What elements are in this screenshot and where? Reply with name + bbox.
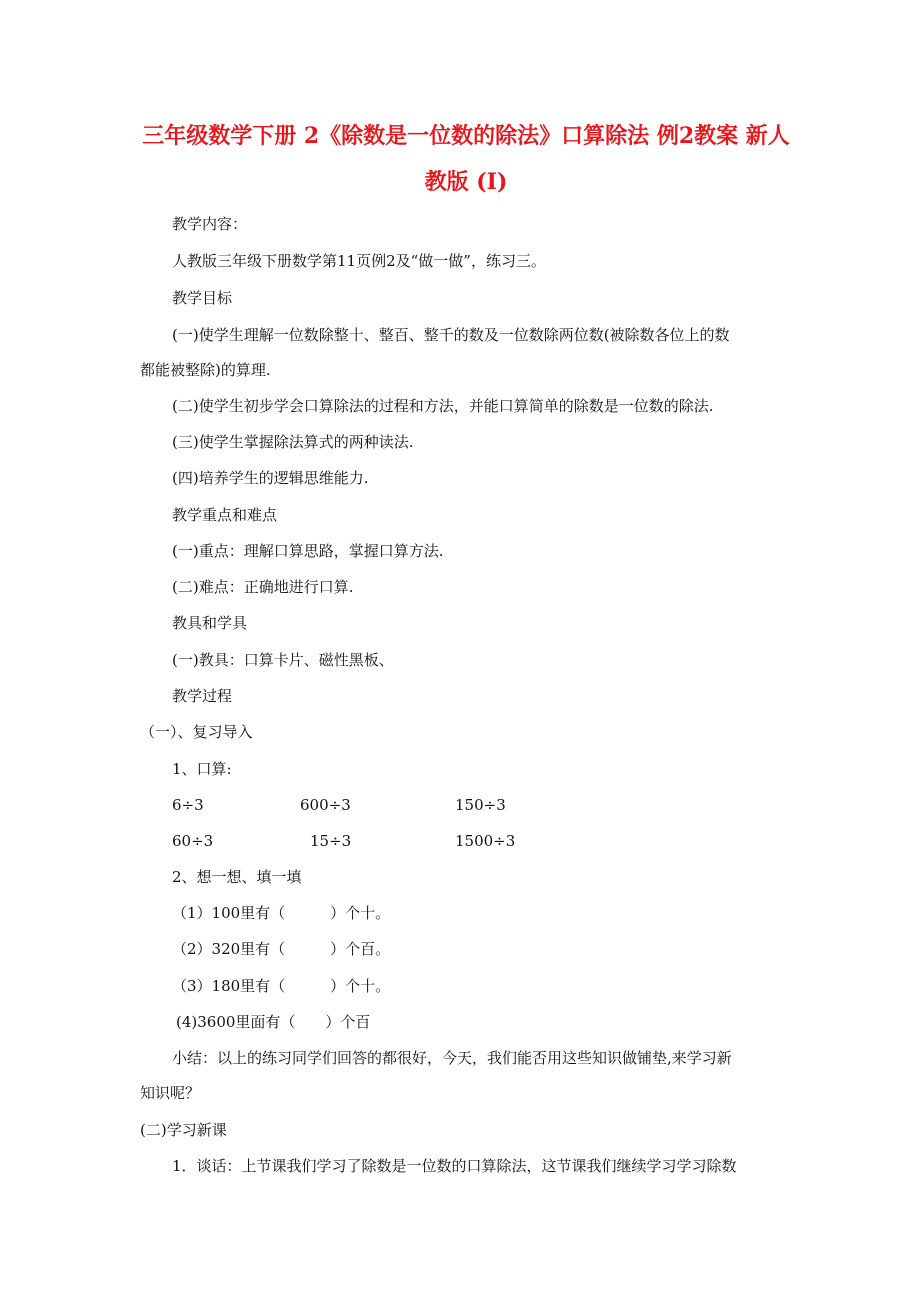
oral-heading: 1、口算: bbox=[172, 760, 232, 778]
new-lesson-item-1: 1．谈话：上节课我们学习了除数是一位数的口算除法，这节课我们继续学习学习除数 bbox=[172, 1157, 737, 1175]
content-text: 人教版三年级下册数学第11页例2及“做一做”，练习三。 bbox=[172, 252, 546, 270]
tools-item-1: (一)教具：口算卡片、磁性黑板、 bbox=[172, 651, 394, 669]
oral-item: 150÷3 bbox=[455, 796, 506, 814]
oral-item: 15÷3 bbox=[310, 832, 352, 850]
key-heading: 教学重点和难点 bbox=[172, 506, 278, 524]
goal-3: (三)使学生掌握除法算式的两种读法. bbox=[172, 433, 414, 451]
oral-item: 60÷3 bbox=[172, 832, 214, 850]
title-line-2: 教版 (I) bbox=[424, 169, 508, 195]
goal-1-line-2: 都能被整除)的算理. bbox=[140, 361, 271, 379]
goal-1-line-1: (一)使学生理解一位数除整十、整百、整千的数及一位数除两位数(被除数各位上的数 bbox=[172, 326, 730, 344]
fill-item-3: （3）180里有（ ）个十。 bbox=[172, 977, 391, 995]
goal-2: (二)使学生初步学会口算除法的过程和方法，并能口算简单的除数是一位数的除法. bbox=[172, 397, 714, 415]
process-heading: 教学过程 bbox=[172, 687, 233, 705]
title-line-1: 三年级数学下册 2《除数是一位数的除法》口算除法 例2教案 新人 bbox=[142, 123, 790, 149]
content-heading: 教学内容： bbox=[172, 215, 248, 233]
goals-heading: 教学目标 bbox=[172, 289, 233, 307]
key-point-1: (一)重点：理解口算思路，掌握口算方法. bbox=[172, 542, 444, 560]
key-point-2: (二)难点：正确地进行口算. bbox=[172, 578, 354, 596]
oral-item: 6÷3 bbox=[172, 796, 204, 814]
document-title bbox=[130, 113, 802, 205]
goal-4: (四)培养学生的逻辑思维能力. bbox=[172, 469, 369, 487]
fill-item-4: (4)3600里面有（ ）个百 bbox=[176, 1013, 371, 1031]
summary-line-1: 小结：以上的练习同学们回答的都很好，今天，我们能否用这些知识做铺垫,来学习新 bbox=[172, 1049, 732, 1067]
review-heading: （一）、复习导入 bbox=[140, 723, 253, 741]
think-heading: 2、想一想、填一填 bbox=[172, 868, 302, 886]
fill-item-2: （2）320里有（ ）个百。 bbox=[172, 940, 391, 958]
tools-heading: 教具和学具 bbox=[172, 614, 248, 632]
oral-item: 1500÷3 bbox=[455, 832, 516, 850]
new-lesson-heading: (二)学习新课 bbox=[140, 1121, 227, 1139]
fill-item-1: （1）100里有（ ）个十。 bbox=[172, 904, 391, 922]
summary-line-2: 知识呢？ bbox=[140, 1084, 201, 1102]
oral-item: 600÷3 bbox=[300, 796, 351, 814]
